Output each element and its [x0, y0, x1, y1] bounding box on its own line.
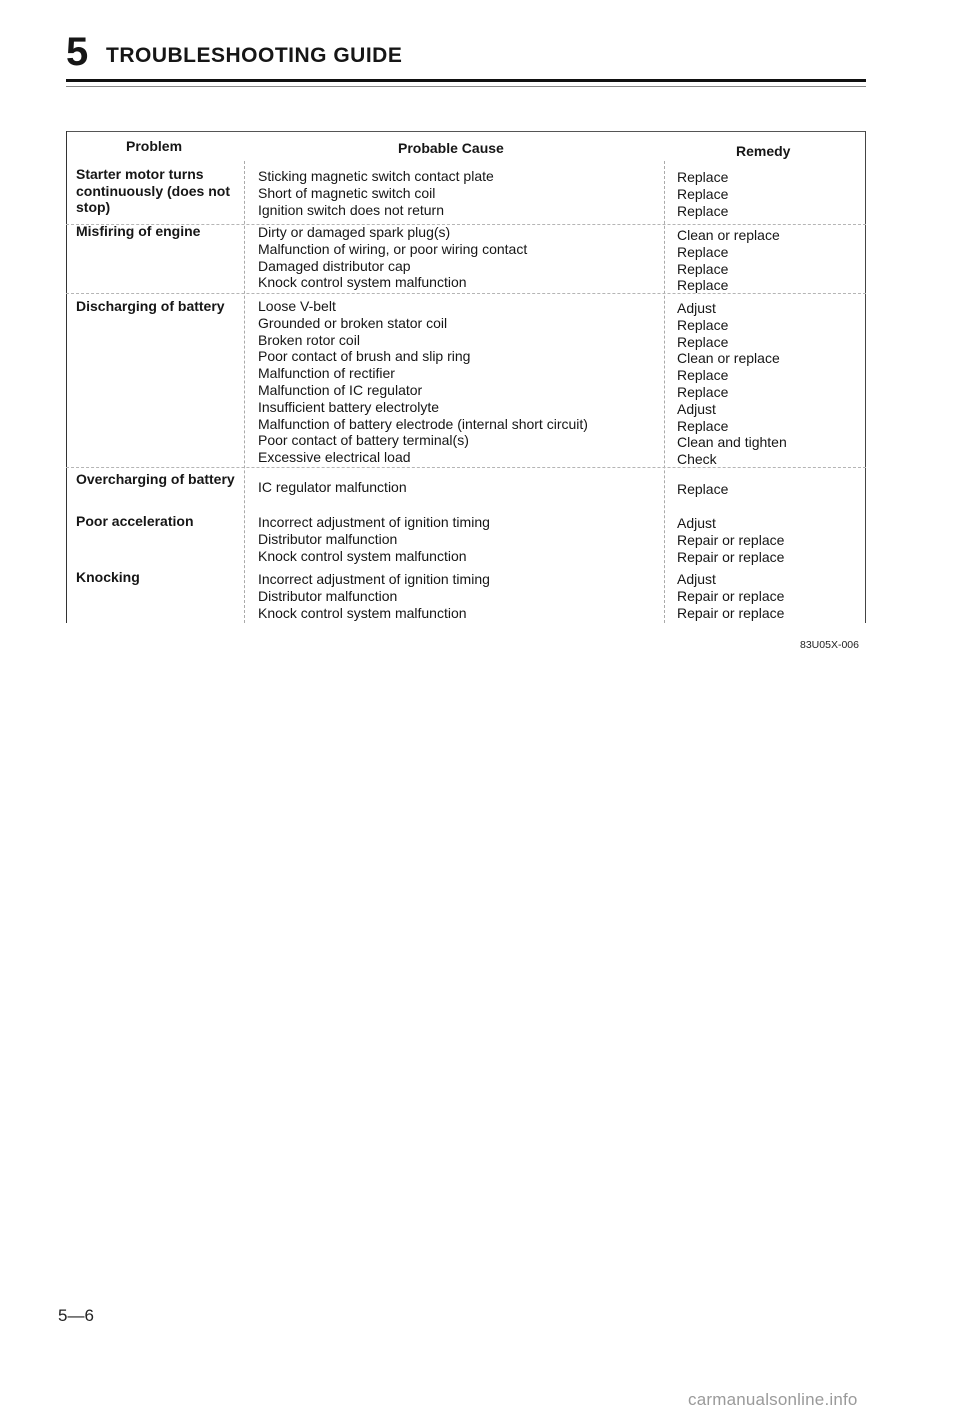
- cause-item: Poor contact of brush and slip ring: [258, 348, 471, 365]
- column-header-remedy: Remedy: [736, 143, 791, 159]
- problem-cell: Discharging of battery: [76, 298, 225, 314]
- column-header-problem: Problem: [126, 138, 183, 154]
- remedy-item: Adjust: [677, 571, 716, 587]
- cause-item: Loose V-belt: [258, 298, 336, 314]
- cause-item: Grounded or broken stator coil: [258, 314, 448, 331]
- problem-cell: Misfiring of engine: [76, 223, 201, 239]
- remedy-item: Repair or replace: [677, 587, 785, 604]
- remedy-item: Clean or replace: [677, 227, 780, 243]
- table-row: [66, 293, 866, 468]
- cause-item: Ignition switch does not return: [258, 201, 444, 218]
- remedy-item: Replace: [677, 333, 729, 350]
- table-row: [66, 467, 866, 513]
- table-top-border: [66, 131, 866, 132]
- remedy-list: [677, 481, 862, 498]
- header-rule-thin: [66, 86, 866, 87]
- remedy-item: Repair or replace: [677, 548, 785, 565]
- remedy-item: Adjust: [677, 400, 716, 417]
- cause-item: IC regulator malfunction: [258, 479, 407, 495]
- column-header-cause: Probable Cause: [398, 140, 504, 156]
- remedy-item: Replace: [677, 260, 729, 277]
- remedy-list: [677, 169, 862, 219]
- table-row: [66, 568, 866, 623]
- cause-item: Poor contact of battery terminal(s): [258, 432, 469, 449]
- section-number: 5: [66, 30, 89, 74]
- cause-list: [258, 298, 658, 466]
- remedy-item: Replace: [677, 185, 729, 202]
- problem-cell: Overcharging of battery: [76, 471, 235, 487]
- remedy-item: Adjust: [677, 515, 716, 531]
- remedy-item: Replace: [677, 169, 729, 185]
- cause-item: Broken rotor coil: [258, 331, 360, 348]
- remedy-item: Clean and tighten: [677, 434, 787, 451]
- cause-item: Malfunction of rectifier: [258, 365, 395, 382]
- remedy-list: [677, 227, 862, 294]
- figure-code: 83U05X-006: [800, 639, 859, 651]
- problem-cell: Poor acceleration: [76, 513, 194, 529]
- cause-list: [258, 571, 658, 621]
- table-row: [66, 224, 866, 296]
- remedy-item: Replace: [677, 277, 729, 294]
- cause-item: Dirty or damaged spark plug(s): [258, 224, 451, 240]
- cause-item: Insufficient battery electrolyte: [258, 398, 440, 415]
- remedy-item: Check: [677, 451, 717, 468]
- cause-item: Malfunction of battery electrode (internal short circuit): [258, 415, 588, 432]
- cause-item: Excessive electrical load: [258, 449, 411, 466]
- cause-item: Incorrect adjustment of ignition timing: [258, 514, 490, 530]
- cause-item: Distributor malfunction: [258, 587, 398, 604]
- cause-item: Knock control system malfunction: [258, 547, 467, 564]
- remedy-item: Replace: [677, 316, 729, 333]
- cause-list: [258, 514, 658, 564]
- remedy-item: Replace: [677, 243, 729, 260]
- troubleshooting-table: [66, 131, 866, 623]
- cause-list: [258, 168, 658, 218]
- remedy-list: [677, 515, 862, 565]
- cause-item: Short of magnetic switch coil: [258, 184, 436, 201]
- cause-item: Knock control system malfunction: [258, 274, 467, 291]
- section-title: TROUBLESHOOTING GUIDE: [106, 44, 403, 67]
- cause-list: [258, 224, 658, 291]
- page-header: [66, 30, 866, 80]
- remedy-item: Replace: [677, 481, 729, 497]
- cause-item: Sticking magnetic switch contact plate: [258, 168, 494, 184]
- table-row: [66, 511, 866, 567]
- remedy-item: Adjust: [677, 300, 716, 316]
- watermark: carmanualsonline.info: [688, 1390, 858, 1409]
- remedy-list: [677, 571, 862, 621]
- remedy-item: Replace: [677, 383, 729, 400]
- cause-item: Incorrect adjustment of ignition timing: [258, 571, 490, 587]
- cause-item: Malfunction of wiring, or poor wiring contact: [258, 240, 528, 257]
- remedy-item: Replace: [677, 202, 729, 219]
- remedy-item: Replace: [677, 367, 729, 384]
- header-rule: [66, 79, 866, 82]
- remedy-item: Repair or replace: [677, 604, 785, 621]
- problem-cell: Starter motor turns continuously (does not stop): [76, 166, 230, 215]
- problem-cell: Knocking: [76, 569, 140, 585]
- remedy-item: Replace: [677, 417, 729, 434]
- page-number: 5—6: [58, 1306, 94, 1325]
- cause-item: Damaged distributor cap: [258, 257, 411, 274]
- remedy-item: Clean or replace: [677, 350, 780, 367]
- cause-item: Malfunction of IC regulator: [258, 381, 423, 398]
- remedy-item: Repair or replace: [677, 531, 785, 548]
- cause-item: Distributor malfunction: [258, 530, 398, 547]
- cause-list: [258, 479, 658, 496]
- table-row: [66, 166, 866, 225]
- cause-item: Knock control system malfunction: [258, 604, 467, 621]
- remedy-list: [677, 300, 862, 468]
